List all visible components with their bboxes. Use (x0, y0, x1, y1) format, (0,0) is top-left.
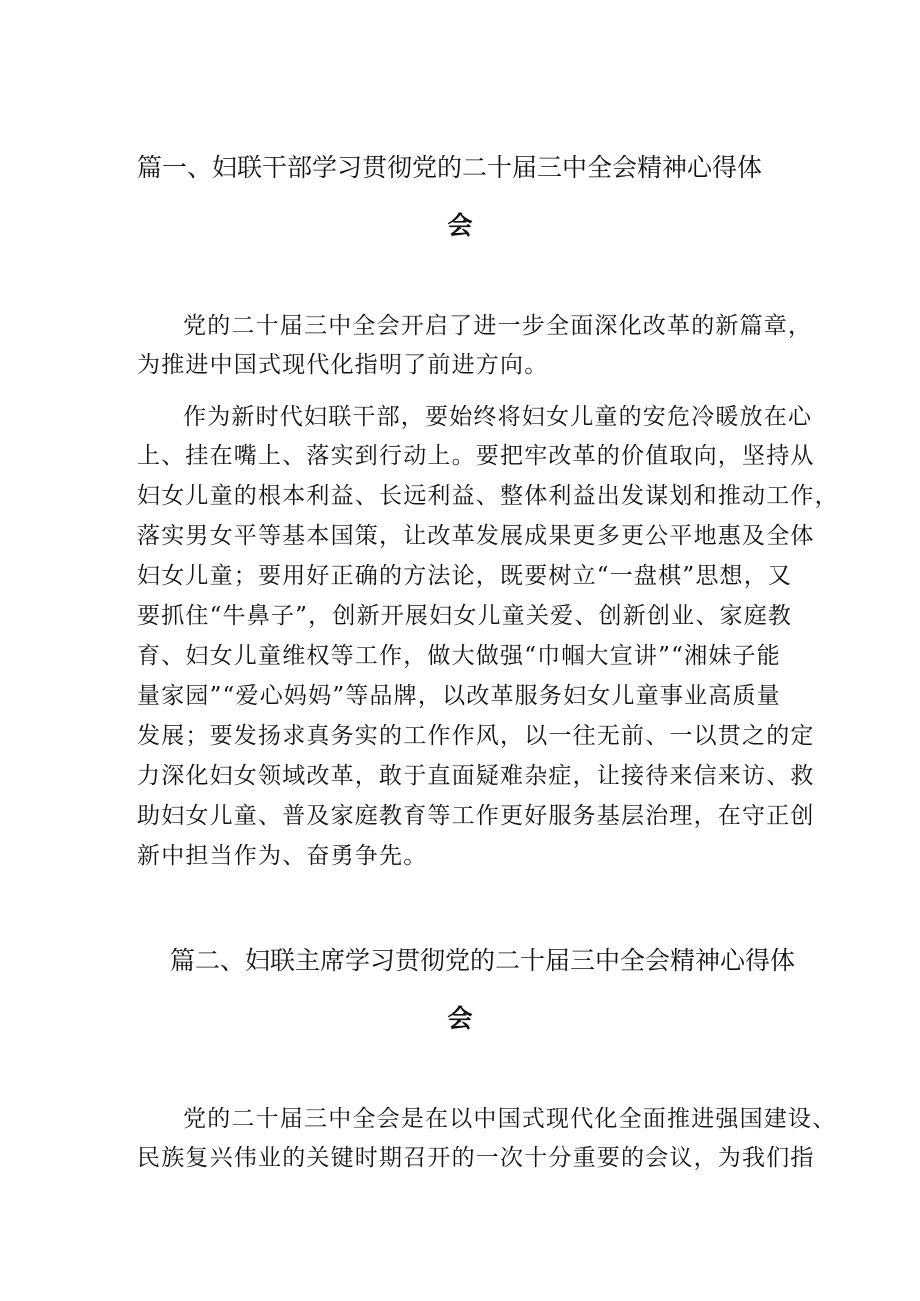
section-2-title-line-1: 篇二、妇联主席学习贯彻党的二十届三中全会精神心得体 (170, 946, 796, 975)
paragraph-line: 作为新时代妇联干部，要始终将妇女儿童的安危冷暖放在心 (183, 404, 813, 430)
paragraph-line: 落实男女平等基本国策，让改革发展成果更多更公平地惠及全体 (137, 523, 815, 549)
paragraph-line: 量家园”“爱心妈妈”等品牌，以改革服务妇女儿童事业高质量 (137, 683, 781, 709)
paragraph-line: 力深化妇女领域改革，敢于直面疑难杂症，让接待来信来访、救 (137, 763, 815, 789)
paragraph-line: 为推进中国式现代化指明了前进方向。 (137, 352, 549, 378)
paragraph-line: 妇女儿童的根本利益、长远利益、整体利益出发谋划和推动工作， (137, 483, 839, 509)
paragraph-line: 育、妇女儿童维权等工作，做大做强“巾帼大宣讲”“湘妹子能 (137, 643, 781, 669)
paragraph-line: 发展；要发扬求真务实的工作作风，以一往无前、一以贯之的定 (137, 723, 815, 749)
paragraph-line: 党的二十届三中全会是在以中国式现代化全面推进强国建设、 (183, 1106, 837, 1132)
paragraph-line: 党的二十届三中全会开启了进一步全面深化改革的新篇章， (183, 313, 813, 339)
section-2-title-line-2: 会 (447, 1004, 473, 1033)
paragraph-line: 妇女儿童；要用好正确的方法论，既要树立“一盘棋”思想，又 (137, 563, 793, 589)
paragraph-line: 民族复兴伟业的关键时期召开的一次十分重要的会议，为我们指 (137, 1145, 815, 1171)
section-1-title-line-1: 篇一、妇联干部学习贯彻党的二十届三中全会精神心得体 (137, 153, 763, 182)
paragraph-line: 要抓住“牛鼻子”，创新开展妇女儿童关爱、创新创业、家庭教 (137, 603, 793, 629)
paragraph-line: 上、挂在嘴上、落实到行动上。要把牢改革的价值取向，坚持从 (137, 443, 815, 469)
section-1-title-line-2: 会 (447, 211, 473, 240)
paragraph-line: 新中担当作为、奋勇争先。 (137, 843, 428, 869)
paragraph-line: 助妇女儿童、普及家庭教育等工作更好服务基层治理，在守正创 (137, 803, 815, 829)
